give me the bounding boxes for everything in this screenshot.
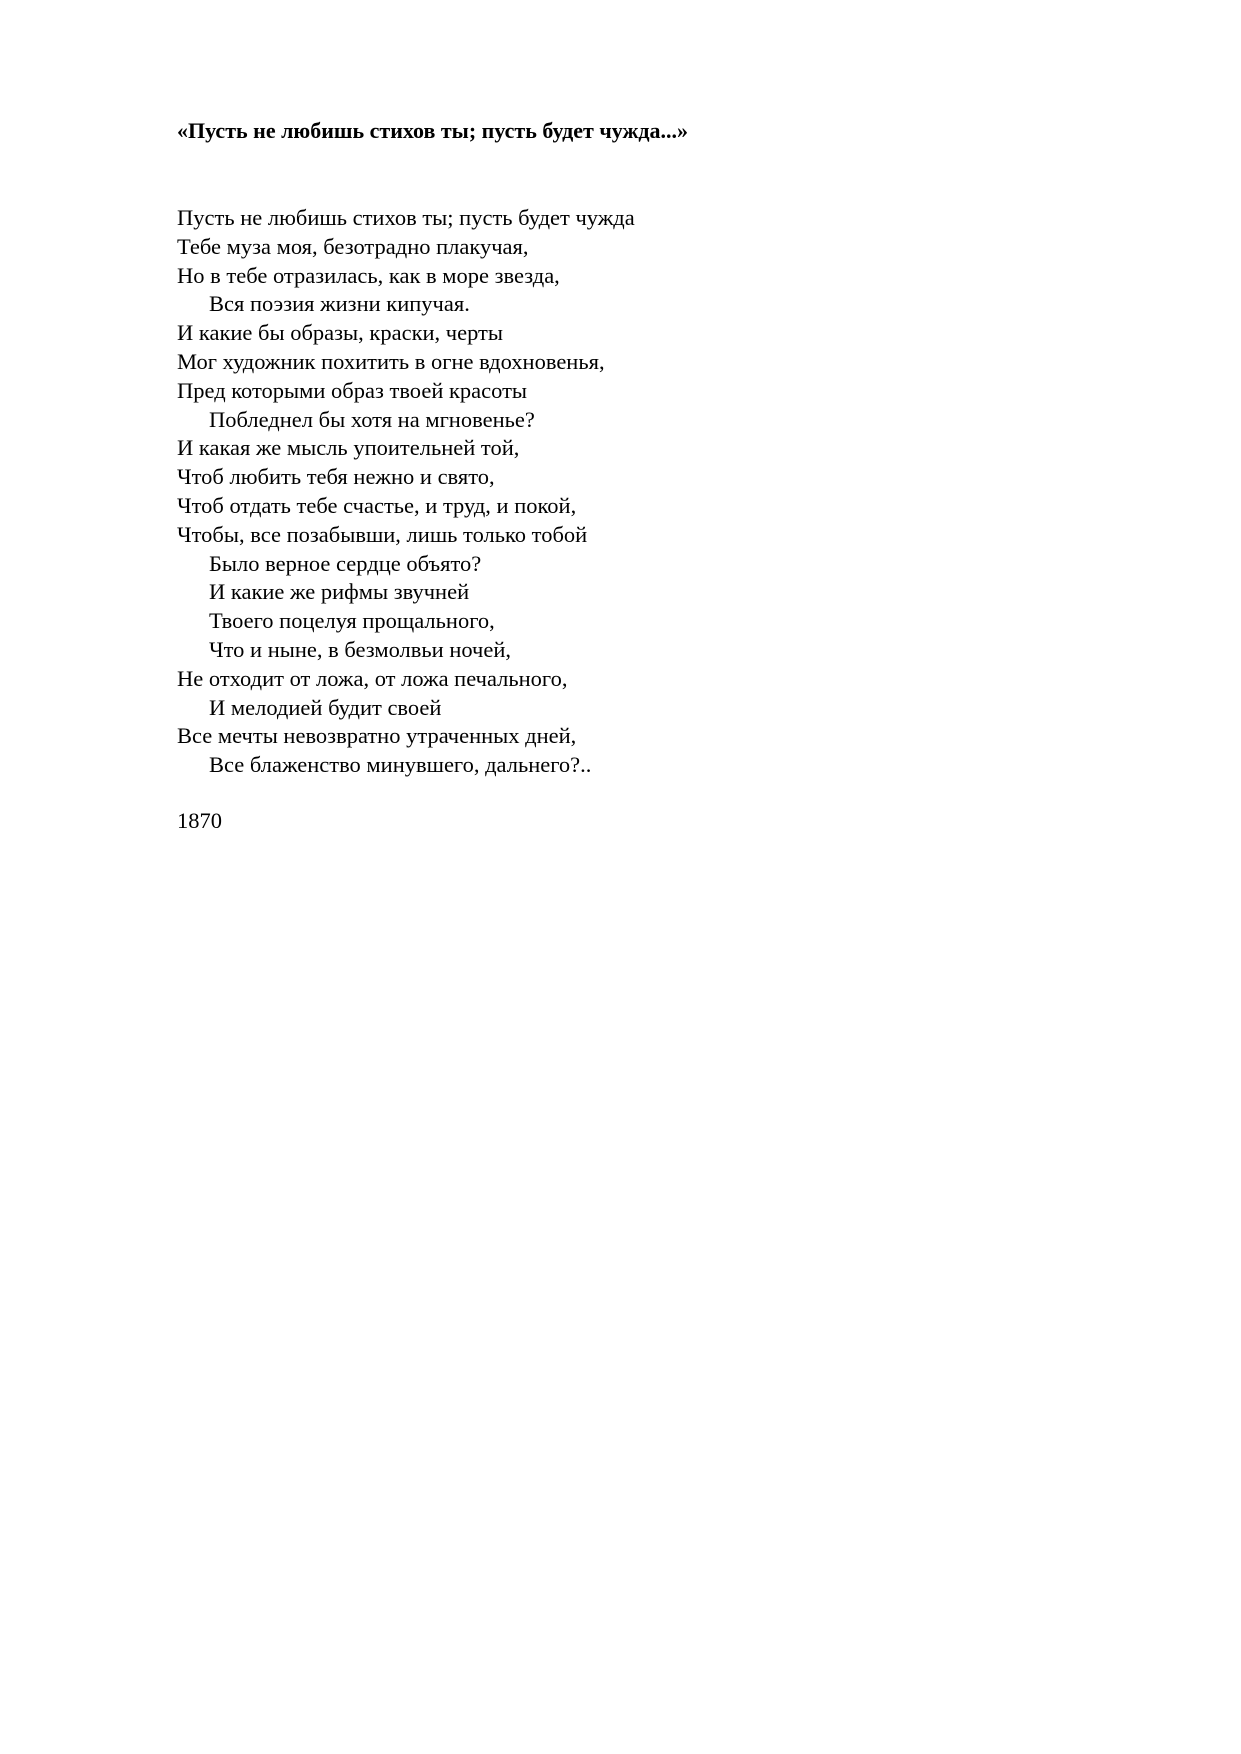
poem-line: Было верное сердце объято? xyxy=(209,550,482,576)
poem-line: Но в тебе отразилась, как в море звезда, xyxy=(177,262,560,288)
poem-line: Пред которыми образ твоей красоты xyxy=(177,377,528,403)
poem-line: Вся поэзия жизни кипучая. xyxy=(209,291,470,317)
poem-line: Все блаженство минувшего, дальнего?.. xyxy=(209,752,592,778)
poem-line: Мог художник похитить в огне вдохновенья, xyxy=(177,348,605,374)
poem-line: Не отходит от ложа, от ложа печального, xyxy=(177,665,568,691)
poem-line: Побледнел бы хотя на мгновенье? xyxy=(209,406,535,432)
poem-line: И какая же мысль упоительней той, xyxy=(177,435,520,461)
poem-line: Тебе муза моя, безотрадно плакучая, xyxy=(177,233,529,259)
poem-line: И мелодией будит своей xyxy=(209,694,442,720)
poem-body xyxy=(177,204,635,780)
poem-line: И какие же рифмы звучней xyxy=(209,579,470,605)
poem-date: 1870 xyxy=(177,808,222,833)
poem-line: Чтоб отдать тебе счастье, и труд, и покой, xyxy=(177,492,577,518)
poem-line: Чтобы, все позабывши, лишь только тобой xyxy=(177,521,588,547)
poem-line: Что и ныне, в безмолвьи ночей, xyxy=(209,636,512,662)
poem-line: И какие бы образы, краски, черты xyxy=(177,320,503,346)
poem-line: Пусть не любишь стихов ты; пусть будет чужда xyxy=(177,205,635,230)
poem-line: Твоего поцелуя прощального, xyxy=(209,608,495,634)
poem-title: «Пусть не любишь стихов ты; пусть будет чужда...» xyxy=(177,118,689,143)
poem-line: Все мечты невозвратно утраченных дней, xyxy=(177,723,577,749)
poem-line: Чтоб любить тебя нежно и свято, xyxy=(177,464,495,490)
